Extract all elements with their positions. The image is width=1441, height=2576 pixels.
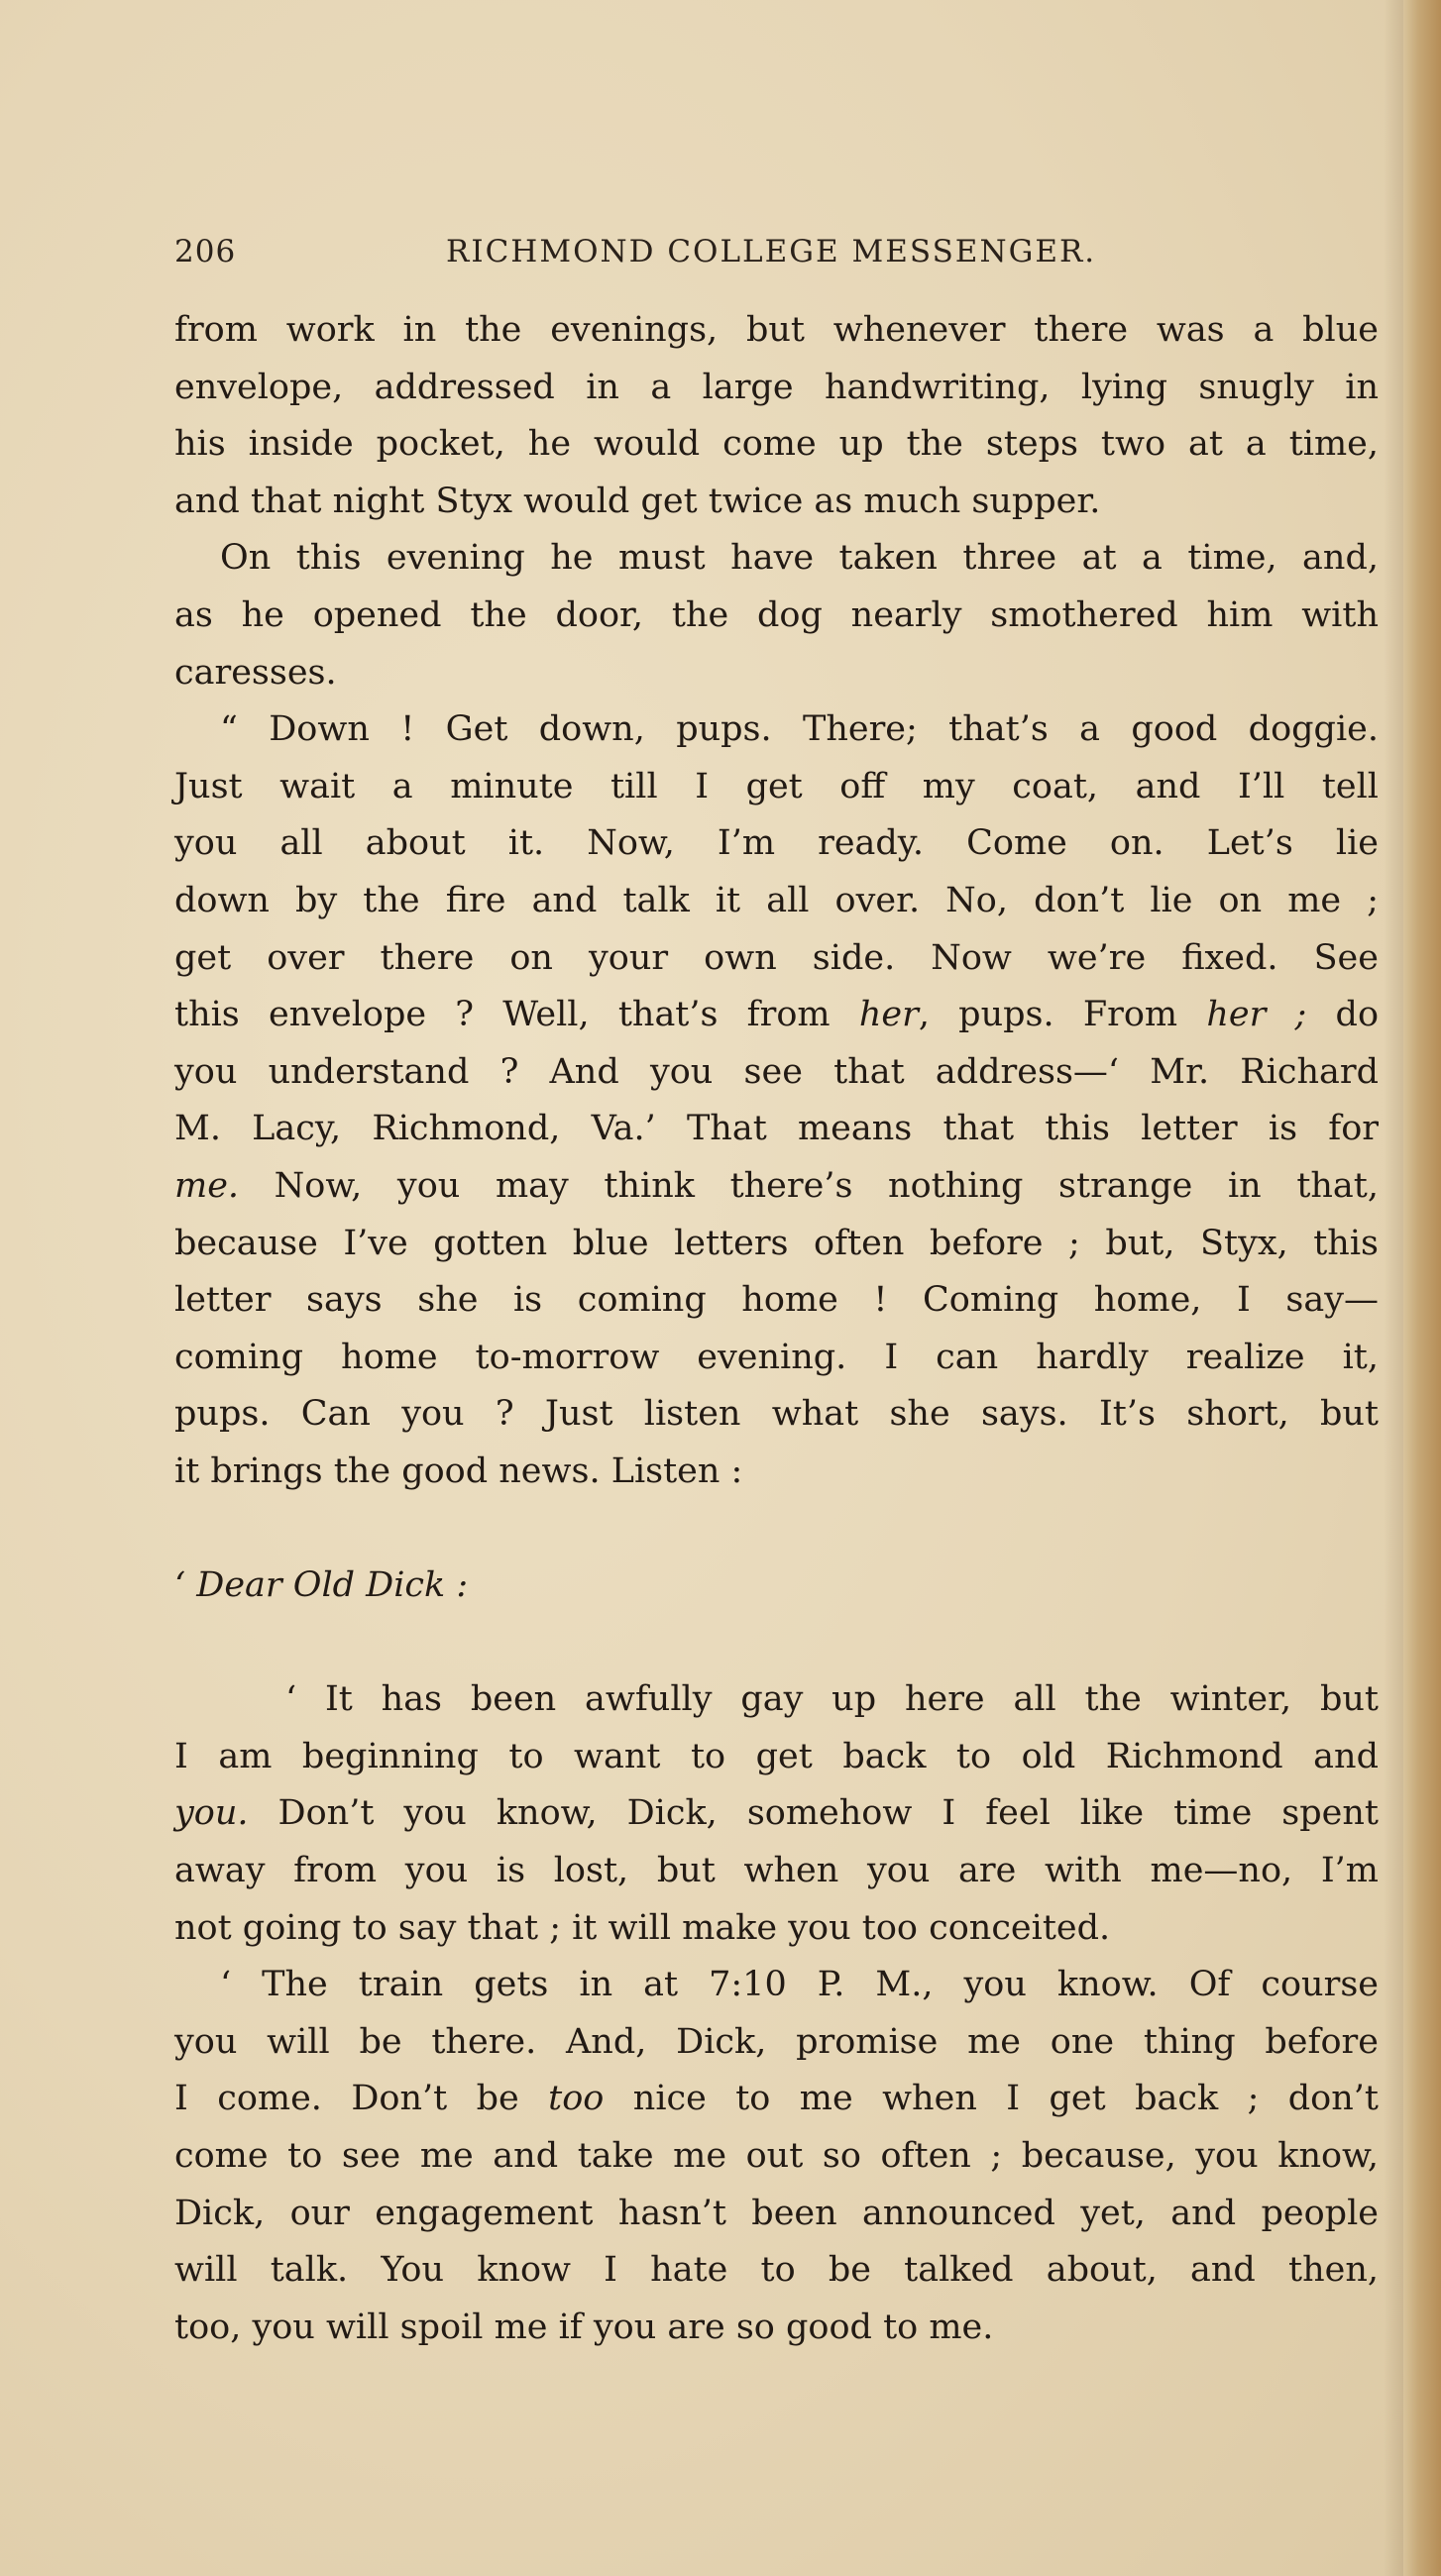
text-line: letter says she is coming home ! Coming home, I say— bbox=[174, 1280, 1379, 1321]
text-line: it brings the good news. Listen : bbox=[174, 1450, 743, 1491]
text-line: On this evening he must have taken three at a time, and, bbox=[220, 538, 1379, 579]
text-line: Just wait a minute till I get off my coat, and I’ll tell bbox=[174, 766, 1379, 806]
body-text bbox=[174, 302, 1379, 2356]
text-line: coming home to-morrow evening. I can hardly realize it, bbox=[174, 1337, 1379, 1377]
emphasized-word: too bbox=[548, 2079, 605, 2119]
text-line: you all about it. Now, I’m ready. Come on. Let’s lie bbox=[174, 823, 1379, 864]
emphasized-word: me. bbox=[174, 1165, 240, 1206]
text-line bbox=[174, 987, 1379, 1044]
text-line bbox=[174, 2071, 1379, 2128]
text-line: because I’ve gotten blue letters often before ; but, Styx, this bbox=[174, 1223, 1379, 1263]
text-segment: Now, you may think there’s nothing strange in that, bbox=[239, 1165, 1379, 1206]
page-edge bbox=[1403, 0, 1441, 2576]
text-line: Dick, our engagement hasn’t been announced yet, and people bbox=[174, 2193, 1379, 2233]
text-line: envelope, addressed in a large handwriting, lying snugly in bbox=[174, 367, 1379, 407]
letter-salutation: ‘ Dear Old Dick : bbox=[174, 1565, 469, 1606]
page-gutter-shadow bbox=[1384, 0, 1403, 2576]
text-line bbox=[174, 1158, 1379, 1216]
running-header bbox=[174, 234, 1379, 273]
text-line: not going to say that ; it will make you too conceited. bbox=[174, 1907, 1111, 1948]
text-line: you will be there. And, Dick, promise me one thing before bbox=[174, 2021, 1379, 2062]
text-line: will talk. You know I hate to be talked about, and then, bbox=[174, 2250, 1379, 2291]
emphasized-word: her bbox=[858, 995, 919, 1035]
text-segment: do bbox=[1306, 995, 1380, 1035]
emphasized-word: you. bbox=[174, 1793, 249, 1834]
text-segment: I come. Don’t be bbox=[174, 2079, 549, 2119]
blank-line bbox=[174, 1500, 1379, 1557]
text-line: come to see me and take me out so often ; because, you know, bbox=[174, 2136, 1379, 2176]
text-line: down by the fire and talk it all over. No, don’t lie on me ; bbox=[174, 880, 1379, 920]
emphasized-word: her ; bbox=[1206, 995, 1307, 1035]
text-line: as he opened the door, the dog nearly smothered him with bbox=[174, 594, 1379, 635]
text-line: pups. Can you ? Just listen what she says. It’s short, but bbox=[174, 1394, 1379, 1435]
text-line bbox=[174, 1785, 1379, 1843]
page-number: 206 bbox=[174, 234, 237, 269]
text-line: M. Lacy, Richmond, Va.’ That means that this letter is for bbox=[174, 1109, 1379, 1149]
text-line: you understand ? And you see that address—‘ Mr. Richard bbox=[174, 1051, 1379, 1092]
text-line: his inside pocket, he would come up the steps two at a time, bbox=[174, 424, 1379, 465]
text-line: I am beginning to want to get back to old Richmond and bbox=[174, 1736, 1379, 1776]
text-line: “ Down ! Get down, pups. There; that’s a good doggie. bbox=[220, 709, 1379, 750]
text-line: ‘ It has been awfully gay up here all the winter, but bbox=[285, 1679, 1379, 1720]
running-title: RICHMOND COLLEGE MESSENGER. bbox=[446, 234, 1097, 269]
text-segment: , pups. From bbox=[918, 995, 1207, 1035]
text-segment: nice to me when I get back ; don’t bbox=[604, 2079, 1379, 2119]
text-segment: Don’t you know, Dick, somehow I feel like time spent bbox=[248, 1793, 1379, 1834]
text-line: get over there on your own side. Now we’re fixed. See bbox=[174, 937, 1379, 978]
blank-line bbox=[174, 1615, 1379, 1672]
text-line: ‘ The train gets in at 7:10 P. M., you know. Of course bbox=[220, 1965, 1379, 2005]
text-line: away from you is lost, but when you are with me—no, I’m bbox=[174, 1851, 1379, 1891]
text-segment: this envelope ? Well, that’s from bbox=[174, 995, 859, 1035]
text-line: too, you will spoil me if you are so good to me. bbox=[174, 2307, 994, 2347]
text-line: and that night Styx would get twice as much supper. bbox=[174, 481, 1101, 521]
text-line: caresses. bbox=[174, 652, 337, 693]
text-line: from work in the evenings, but whenever there was a blue bbox=[174, 310, 1379, 350]
